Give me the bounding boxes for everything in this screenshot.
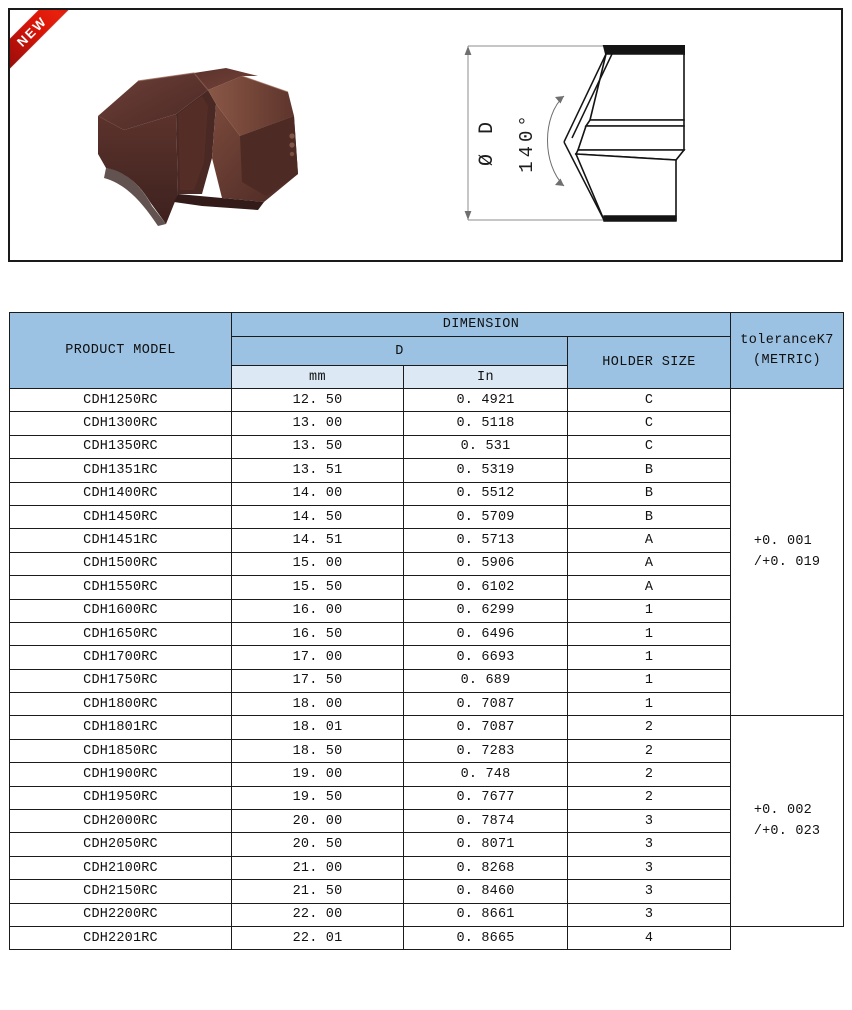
cell-diameter-in: 0. 4921 — [404, 389, 568, 412]
table-row — [10, 529, 844, 552]
cell-diameter-in: 0. 689 — [404, 669, 568, 692]
cell-diameter-mm: 20. 00 — [232, 810, 404, 833]
cell-holder-size: 4 — [568, 926, 731, 949]
cell-product-model: CDH2150RC — [10, 880, 232, 903]
media-panel — [8, 8, 843, 262]
tolerance-header-line1: toleranceK7 — [740, 332, 834, 348]
cell-diameter-in: 0. 6496 — [404, 622, 568, 645]
cell-diameter-in: 0. 6299 — [404, 599, 568, 622]
cell-diameter-mm: 16. 50 — [232, 622, 404, 645]
cell-holder-size: C — [568, 435, 731, 458]
cell-diameter-in: 0. 6693 — [404, 646, 568, 669]
cell-product-model: CDH2000RC — [10, 810, 232, 833]
new-badge: NEW — [8, 8, 79, 79]
cell-diameter-mm: 14. 50 — [232, 505, 404, 528]
specification-table-wrapper — [9, 312, 843, 950]
table-row — [10, 646, 844, 669]
cell-diameter-mm: 19. 00 — [232, 763, 404, 786]
cell-diameter-in: 0. 7087 — [404, 716, 568, 739]
cell-diameter-in: 0. 8665 — [404, 926, 568, 949]
cell-tolerance — [731, 389, 844, 716]
cell-holder-size: 2 — [568, 763, 731, 786]
cell-holder-size: B — [568, 505, 731, 528]
cell-diameter-mm: 14. 00 — [232, 482, 404, 505]
cell-diameter-in: 0. 5319 — [404, 459, 568, 482]
table-row — [10, 576, 844, 599]
cell-product-model: CDH1650RC — [10, 622, 232, 645]
tolerance-value-block — [754, 531, 820, 574]
cell-product-model: CDH1300RC — [10, 412, 232, 435]
cell-diameter-mm: 19. 50 — [232, 786, 404, 809]
cell-diameter-mm: 17. 00 — [232, 646, 404, 669]
table-row — [10, 412, 844, 435]
cell-product-model: CDH1950RC — [10, 786, 232, 809]
cell-diameter-in: 0. 5512 — [404, 482, 568, 505]
cell-product-model: CDH1451RC — [10, 529, 232, 552]
tolerance-upper: +0. 002 — [753, 802, 812, 818]
cell-product-model: CDH1801RC — [10, 716, 232, 739]
cell-diameter-mm: 15. 00 — [232, 552, 404, 575]
cell-diameter-mm: 17. 50 — [232, 669, 404, 692]
cell-product-model: CDH1351RC — [10, 459, 232, 482]
cell-holder-size: 1 — [568, 693, 731, 716]
tolerance-value-block — [754, 800, 820, 843]
cell-diameter-mm: 18. 50 — [232, 739, 404, 762]
cell-holder-size: A — [568, 552, 731, 575]
cell-diameter-mm: 18. 00 — [232, 693, 404, 716]
cell-holder-size: 3 — [568, 880, 731, 903]
cell-diameter-in: 0. 7283 — [404, 739, 568, 762]
cell-holder-size: 1 — [568, 599, 731, 622]
tolerance-lower: /+0. 023 — [753, 824, 821, 840]
cell-product-model: CDH1600RC — [10, 599, 232, 622]
cell-holder-size: 3 — [568, 810, 731, 833]
cell-product-model: CDH1350RC — [10, 435, 232, 458]
cell-diameter-mm: 13. 00 — [232, 412, 404, 435]
column-header-unit-mm: mm — [232, 366, 404, 389]
table-header — [10, 313, 844, 389]
cell-diameter-mm: 18. 01 — [232, 716, 404, 739]
cell-diameter-mm: 21. 00 — [232, 856, 404, 879]
cell-diameter-in: 0. 5713 — [404, 529, 568, 552]
diameter-label-text: Ø D — [476, 117, 499, 167]
cell-diameter-mm: 13. 51 — [232, 459, 404, 482]
table-row — [10, 716, 844, 739]
table-row — [10, 552, 844, 575]
cell-diameter-in: 0. 6102 — [404, 576, 568, 599]
cell-diameter-mm: 15. 50 — [232, 576, 404, 599]
cell-diameter-mm: 16. 00 — [232, 599, 404, 622]
table-row — [10, 856, 844, 879]
table-row — [10, 833, 844, 856]
header-row-1 — [10, 313, 844, 337]
cell-product-model: CDH2201RC — [10, 926, 232, 949]
cell-holder-size: 3 — [568, 903, 731, 926]
column-header-product-model: PRODUCT MODEL — [10, 313, 232, 389]
table-row — [10, 786, 844, 809]
table-row — [10, 459, 844, 482]
product-photo — [26, 18, 316, 254]
cell-diameter-in: 0. 8661 — [404, 903, 568, 926]
table-row — [10, 693, 844, 716]
column-header-holder-size: HOLDER SIZE — [568, 337, 731, 389]
cell-diameter-in: 0. 7087 — [404, 693, 568, 716]
cell-holder-size: 2 — [568, 716, 731, 739]
table-row — [10, 435, 844, 458]
column-header-tolerance — [731, 313, 844, 389]
cell-product-model: CDH1550RC — [10, 576, 232, 599]
table-row — [10, 622, 844, 645]
technical-drawing — [440, 24, 720, 250]
cell-holder-size: 1 — [568, 622, 731, 645]
table-row — [10, 389, 844, 412]
cell-holder-size: A — [568, 529, 731, 552]
table-row — [10, 505, 844, 528]
table-row — [10, 739, 844, 762]
cell-holder-size: 1 — [568, 646, 731, 669]
cell-diameter-in: 0. 5118 — [404, 412, 568, 435]
cell-diameter-in: 0. 7874 — [404, 810, 568, 833]
cell-diameter-in: 0. 8071 — [404, 833, 568, 856]
cell-product-model: CDH2050RC — [10, 833, 232, 856]
cell-diameter-in: 0. 5709 — [404, 505, 568, 528]
cell-holder-size: 2 — [568, 739, 731, 762]
cell-diameter-in: 0. 5906 — [404, 552, 568, 575]
cell-holder-size: 1 — [568, 669, 731, 692]
table-row — [10, 669, 844, 692]
column-header-dimension: DIMENSION — [232, 313, 731, 337]
cell-diameter-in: 0. 8460 — [404, 880, 568, 903]
specification-table — [9, 312, 844, 950]
cell-diameter-mm: 12. 50 — [232, 389, 404, 412]
cell-diameter-in: 0. 8268 — [404, 856, 568, 879]
cell-diameter-mm: 21. 50 — [232, 880, 404, 903]
cell-holder-size: C — [568, 389, 731, 412]
tolerance-upper: +0. 001 — [753, 533, 812, 549]
cell-product-model: CDH1750RC — [10, 669, 232, 692]
cell-product-model: CDH1800RC — [10, 693, 232, 716]
table-row — [10, 903, 844, 926]
cell-product-model: CDH2200RC — [10, 903, 232, 926]
column-header-d: D — [232, 337, 568, 366]
cell-diameter-mm: 22. 01 — [232, 926, 404, 949]
tolerance-lower: /+0. 019 — [753, 555, 821, 571]
cell-product-model: CDH1500RC — [10, 552, 232, 575]
cell-diameter-mm: 13. 50 — [232, 435, 404, 458]
cell-product-model: CDH1250RC — [10, 389, 232, 412]
cell-diameter-mm: 20. 50 — [232, 833, 404, 856]
cell-product-model: CDH1400RC — [10, 482, 232, 505]
cell-holder-size: C — [568, 412, 731, 435]
table-row — [10, 810, 844, 833]
cell-product-model: CDH1850RC — [10, 739, 232, 762]
cell-diameter-in: 0. 531 — [404, 435, 568, 458]
cell-holder-size: B — [568, 459, 731, 482]
cell-diameter-in: 0. 7677 — [404, 786, 568, 809]
cell-product-model: CDH1700RC — [10, 646, 232, 669]
cell-product-model: CDH1900RC — [10, 763, 232, 786]
table-row — [10, 763, 844, 786]
cell-holder-size: 2 — [568, 786, 731, 809]
cell-holder-size: 3 — [568, 833, 731, 856]
cell-holder-size: B — [568, 482, 731, 505]
table-row — [10, 482, 844, 505]
cell-tolerance — [731, 716, 844, 927]
column-header-unit-in: In — [404, 366, 568, 389]
table-body — [10, 389, 844, 950]
cell-product-model: CDH1450RC — [10, 505, 232, 528]
cell-holder-size: A — [568, 576, 731, 599]
cell-product-model: CDH2100RC — [10, 856, 232, 879]
tolerance-header-line2: (METRIC) — [753, 352, 822, 368]
table-row — [10, 926, 844, 949]
table-row — [10, 599, 844, 622]
cell-diameter-in: 0. 748 — [404, 763, 568, 786]
cell-diameter-mm: 22. 00 — [232, 903, 404, 926]
angle-label-text: 140° — [516, 111, 538, 173]
cell-holder-size: 3 — [568, 856, 731, 879]
cell-diameter-mm: 14. 51 — [232, 529, 404, 552]
table-row — [10, 880, 844, 903]
